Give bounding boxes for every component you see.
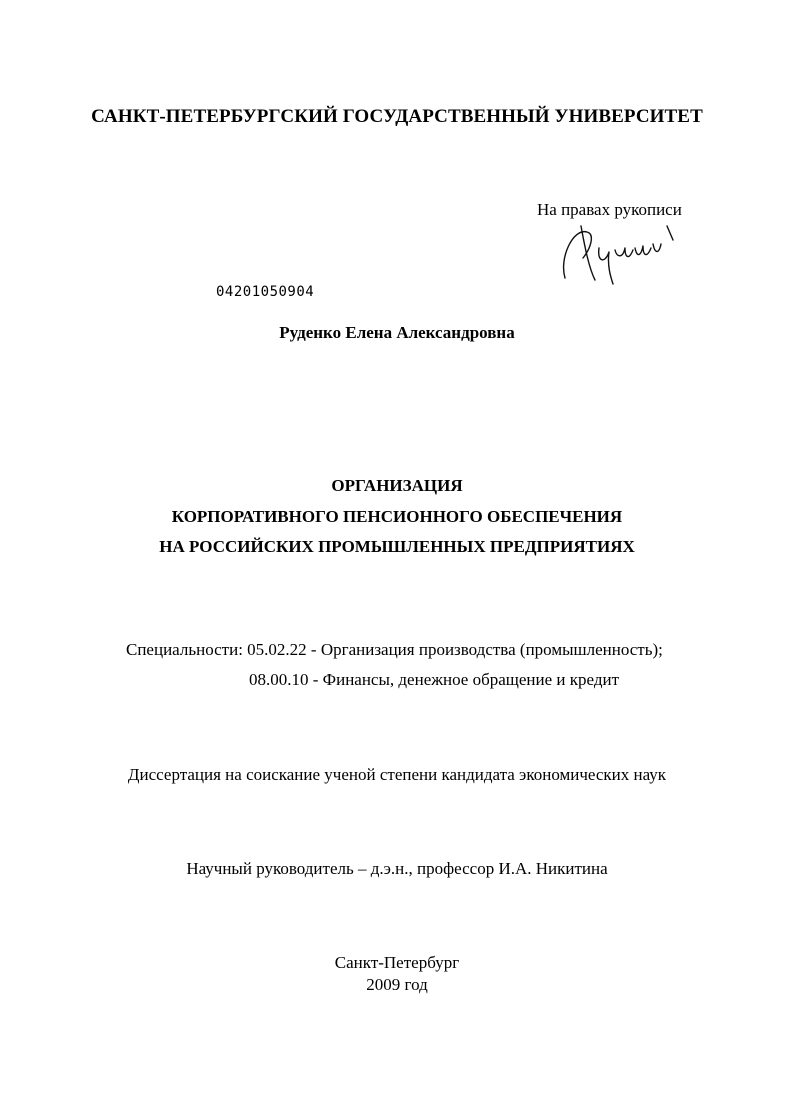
title-line: КОРПОРАТИВНОГО ПЕНСИОННОГО ОБЕСПЕЧЕНИЯ: [171, 507, 623, 526]
registration-code: 04201050904: [216, 284, 315, 300]
specialty-line: 08.00.10 - Финансы, денежное обращение и кредит: [249, 670, 620, 689]
year: 2009 год: [366, 975, 428, 994]
specialty-line: Специальности: 05.02.22 - Организация производства (промышленность);: [126, 640, 663, 659]
scientific-advisor: Научный руководитель – д.э.н., профессор И.А. Никитина: [186, 859, 608, 878]
author-name: Руденко Елена Александровна: [279, 323, 515, 342]
title-line: НА РОССИЙСКИХ ПРОМЫШЛЕННЫХ ПРЕДПРИЯТИЯХ: [159, 537, 635, 556]
title-line: ОРГАНИЗАЦИЯ: [331, 476, 463, 495]
signature-icon: [555, 218, 685, 288]
rights-note: На правах рукописи: [537, 200, 682, 219]
dissertation-degree: Диссертация на соискание ученой степени кандидата экономических наук: [127, 765, 667, 784]
city: Санкт-Петербург: [334, 953, 460, 972]
university-name: САНКТ-ПЕТЕРБУРГСКИЙ ГОСУДАРСТВЕННЫЙ УНИВЕРСИТЕТ: [91, 106, 703, 127]
